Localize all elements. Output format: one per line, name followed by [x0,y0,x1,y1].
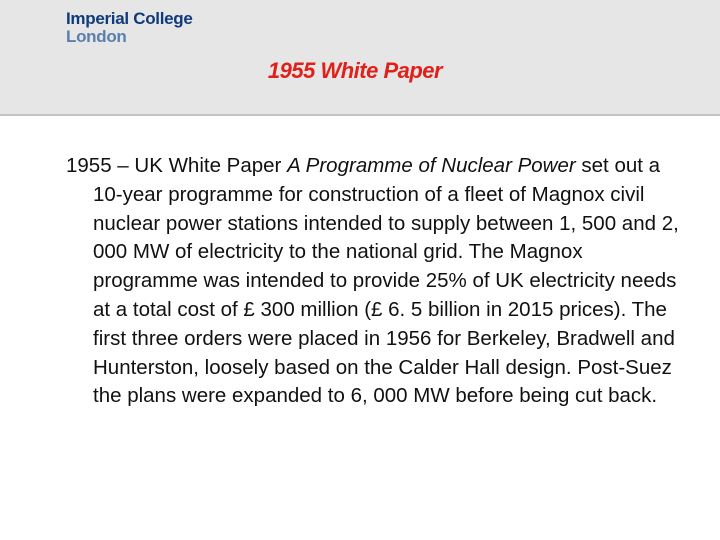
logo-line-2: London [66,27,127,46]
logo-line-1: Imperial College [66,9,193,28]
body-document-title: A Programme of Nuclear Power [287,154,576,177]
body-rest: set out a 10-year programme for construction of a fleet of Magnox civil nuclear power stations intended to supply between 1, 500 and 2, 000 MW of electricity to the national grid. The Magnox programme was intended to provide 25% of UK electricity needs at a total cost of £ 300 million (£ 6. 5 billion in 2015 prices). The first three orders were placed in 1956 for Berkeley, Bradwell and Hunterston, loosely based on the Calder Hall design. Post-Suez the plans were expanded to 6, 000 MW before being cut back. [93,154,679,408]
imperial-college-logo [66,9,193,45]
slide-title: 1955 White Paper [267,58,443,83]
slide-body [66,152,693,411]
body-prefix: 1955 – UK White Paper [66,154,288,177]
